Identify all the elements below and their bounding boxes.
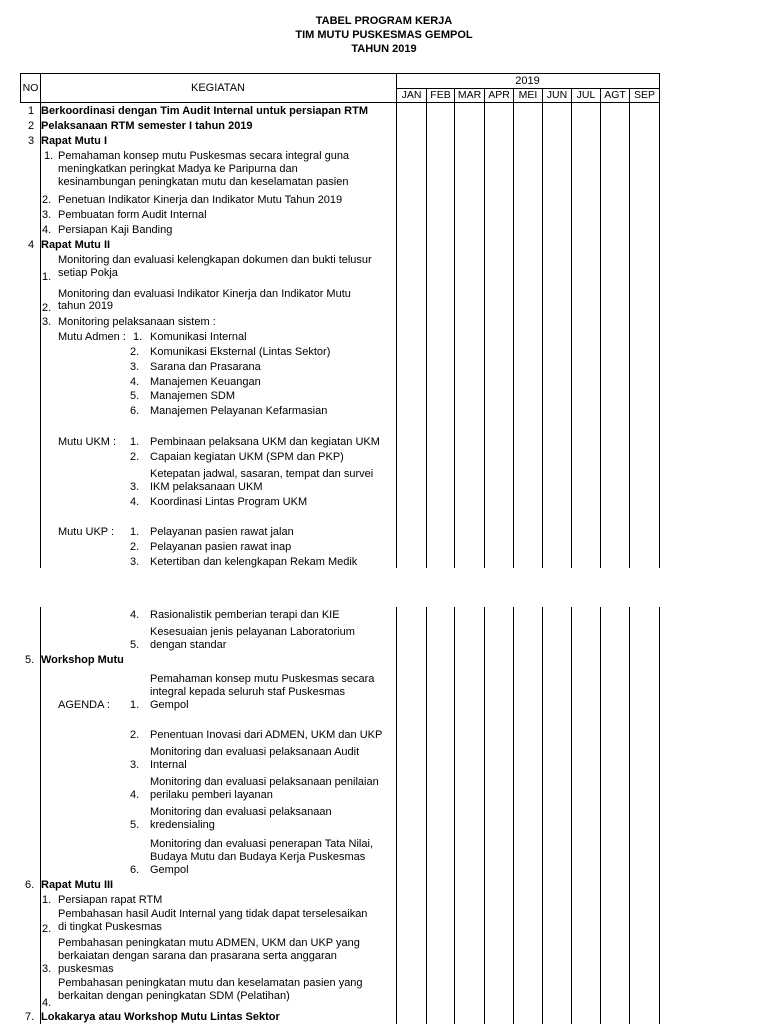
item-text: Pembuatan form Audit Internal [58, 209, 207, 221]
item-number: 3. [42, 963, 52, 975]
ukm-item: Koordinasi Lintas Program UKM [150, 496, 308, 508]
grid-line [542, 88, 543, 568]
ukm-number: 3. [130, 481, 140, 493]
grid-line [40, 607, 41, 1024]
item-text: tahun 2019 [58, 300, 114, 312]
activity-heading: Rapat Mutu III [41, 879, 114, 891]
agenda-item: Monitoring dan evaluasi pelaksanaan Audit [150, 746, 360, 758]
grid-line [571, 88, 572, 568]
grid-line [600, 607, 601, 1024]
row-number: 1 [28, 105, 35, 117]
row-number: 6. [25, 879, 35, 891]
item-number: 1. [42, 271, 52, 283]
item-number: 3. [42, 316, 52, 328]
grid-line [659, 73, 660, 568]
admen-number: 1. [133, 331, 143, 343]
agenda-label: AGENDA : [58, 699, 110, 711]
activity-heading: Workshop Mutu [41, 654, 124, 666]
admen-number: 6. [130, 405, 140, 417]
grid-line [629, 88, 630, 568]
item-text: Monitoring pelaksanaan sistem : [58, 316, 216, 328]
agenda-number: 3. [130, 759, 140, 771]
month-jul: JUL [576, 89, 596, 101]
item-text: Persiapan Kaji Banding [58, 224, 173, 236]
ukm-item: Ketepatan jadwal, sasaran, tempat dan survei [150, 468, 374, 480]
grid-line [426, 88, 427, 568]
grid-line [513, 607, 514, 1024]
admen-number: 3. [130, 361, 140, 373]
ukm-label: Mutu UKM : [58, 436, 117, 448]
ukm-number: 1. [130, 436, 140, 448]
ukp-item: Pelayanan pasien rawat inap [150, 541, 292, 553]
item-text: Pembahasan peningkatan mutu ADMEN, UKM dan UKP yang [58, 937, 360, 949]
grid-line [629, 607, 630, 1024]
ukp-number: 1. [130, 526, 140, 538]
agenda-number: 1. [130, 699, 140, 711]
ukp-number: 2. [130, 541, 140, 553]
grid-line [426, 607, 427, 1024]
agenda-item: perilaku pemberi layanan [150, 789, 273, 801]
item-text: Pemahaman konsep mutu Puskesmas secara integral guna [58, 150, 350, 162]
agenda-number: 2. [130, 729, 140, 741]
grid-line [40, 73, 41, 568]
item-number: 2. [42, 923, 52, 935]
item-text: di tingkat Puskesmas [58, 921, 162, 933]
ukm-item: IKM pelaksanaan UKM [150, 481, 263, 493]
activity-heading: Rapat Mutu II [41, 239, 111, 251]
activity-heading: Lokakarya atau Workshop Mutu Lintas Sektor [41, 1011, 280, 1023]
item-text: Persiapan rapat RTM [58, 894, 163, 906]
row-number: 2 [28, 120, 35, 132]
admen-item: Komunikasi Internal [150, 331, 247, 343]
ukp-label: Mutu UKP : [58, 526, 115, 538]
item-number: 2. [42, 302, 52, 314]
item-text: Monitoring dan evaluasi Indikator Kinerja dan Indikator Mutu [58, 288, 351, 300]
item-text: Pembahasan hasil Audit Internal yang tidak dapat terselesaikan [58, 908, 368, 920]
item-number: 1. [44, 150, 54, 162]
admen-item: Sarana dan Prasarana [150, 361, 261, 373]
item-text: Monitoring dan evaluasi kelengkapan dokumen dan bukti telusur [58, 254, 372, 266]
table-top-border [20, 73, 659, 74]
item-text: meningkatkan peringkat Madya ke Paripurna dan [58, 163, 298, 175]
item-text: setiap Pokja [58, 267, 118, 279]
grid-line [600, 88, 601, 568]
header-year: 2019 [515, 75, 540, 87]
ukp-item: Pelayanan pasien rawat jalan [150, 526, 294, 538]
item-number: 3. [42, 209, 52, 221]
month-apr: APR [488, 89, 510, 101]
ukp-item: Rasionalistik pemberian terapi dan KIE [150, 609, 340, 621]
ukm-number: 2. [130, 451, 140, 463]
grid-line [454, 88, 455, 568]
agenda-item: Budaya Mutu dan Budaya Kerja Puskesmas [150, 851, 366, 863]
agenda-item: Gempol [150, 699, 189, 711]
grid-line [659, 607, 660, 1024]
item-number: 2. [42, 194, 52, 206]
row-number: 5. [25, 654, 35, 666]
admen-number: 5. [130, 390, 140, 402]
item-text: berkaiatan dengan sarana dan prasarana serta anggaran [58, 950, 337, 962]
activity-heading: Berkoordinasi dengan Tim Audit Internal untuk persiapan RTM [41, 105, 368, 117]
agenda-item: Gempol [150, 864, 189, 876]
admen-number: 2. [130, 346, 140, 358]
header-kegiatan: KEGIATAN [191, 82, 245, 94]
item-text: kesinambungan peningkatan mutu dan keselamatan pasien [58, 176, 349, 188]
agenda-item: Monitoring dan evaluasi pelaksanaan [150, 806, 332, 818]
grid-line [396, 73, 397, 568]
ukp-number: 4. [130, 609, 140, 621]
admen-item: Komunikasi Eksternal (Lintas Sektor) [150, 346, 331, 358]
month-feb: FEB [430, 89, 451, 101]
ukp-number: 5. [130, 639, 140, 651]
ukp-item: Ketertiban dan kelengkapan Rekam Medik [150, 556, 358, 568]
document-title-line-3: TAHUN 2019 [351, 43, 417, 55]
activity-heading: Pelaksanaan RTM semester I tahun 2019 [41, 120, 253, 132]
agenda-item: kredensialing [150, 819, 215, 831]
admen-number: 4. [130, 376, 140, 388]
row-number: 7. [25, 1011, 35, 1023]
month-agt: AGT [604, 89, 626, 101]
month-mei: MEI [518, 89, 538, 101]
agenda-number: 4. [130, 789, 140, 801]
ukm-number: 4. [130, 496, 140, 508]
grid-line [484, 607, 485, 1024]
grid-line [513, 88, 514, 568]
ukm-item: Capaian kegiatan UKM (SPM dan PKP) [150, 451, 344, 463]
item-text: berkaitan dengan peningkatan SDM (Pelatihan) [58, 990, 290, 1002]
header-bottom-border [20, 102, 659, 103]
header-no: NO [22, 82, 39, 94]
agenda-number: 5. [130, 819, 140, 831]
grid-line [542, 607, 543, 1024]
agenda-item: integral kepada seluruh staf Puskesmas [150, 686, 346, 698]
item-number: 4. [42, 224, 52, 236]
item-text: Penetuan Indikator Kinerja dan Indikator Mutu Tahun 2019 [58, 194, 343, 206]
agenda-number: 6. [130, 864, 140, 876]
grid-line [484, 88, 485, 568]
month-mar: MAR [457, 89, 482, 101]
admen-item: Manajemen Keuangan [150, 376, 261, 388]
activity-heading: Rapat Mutu I [41, 135, 107, 147]
admen-label: Mutu Admen : [58, 331, 126, 343]
document-title-line-1: TABEL PROGRAM KERJA [315, 15, 453, 27]
grid-line [454, 607, 455, 1024]
row-number: 4 [28, 239, 35, 251]
ukp-number: 3. [130, 556, 140, 568]
row-number: 3 [28, 135, 35, 147]
ukp-item: Kesesuaian jenis pelayanan Laboratorium [150, 626, 355, 638]
month-jan: JAN [401, 89, 422, 101]
ukp-item: dengan standar [150, 639, 227, 651]
grid-line [571, 607, 572, 1024]
item-text: Pembahasan peningkatan mutu dan keselamatan pasien yang [58, 977, 363, 989]
grid-line [396, 607, 397, 1024]
month-sep: SEP [633, 89, 655, 101]
item-number: 4. [42, 997, 52, 1009]
agenda-item: Internal [150, 759, 187, 771]
agenda-item: Monitoring dan evaluasi penerapan Tata Nilai, [150, 838, 373, 850]
item-number: 1. [42, 894, 52, 906]
item-text: puskesmas [58, 963, 114, 975]
month-jun: JUN [546, 89, 568, 101]
admen-item: Manajemen Pelayanan Kefarmasian [150, 405, 328, 417]
agenda-item: Pemahaman konsep mutu Puskesmas secara [150, 673, 375, 685]
agenda-item: Penentuan Inovasi dari ADMEN, UKM dan UKP [150, 729, 383, 741]
agenda-item: Monitoring dan evaluasi pelaksanaan penilaian [150, 776, 379, 788]
admen-item: Manajemen SDM [150, 390, 235, 402]
ukm-item: Pembinaan pelaksana UKM dan kegiatan UKM [150, 436, 380, 448]
document-title-line-2: TIM MUTU PUSKESMAS GEMPOL [295, 29, 473, 41]
